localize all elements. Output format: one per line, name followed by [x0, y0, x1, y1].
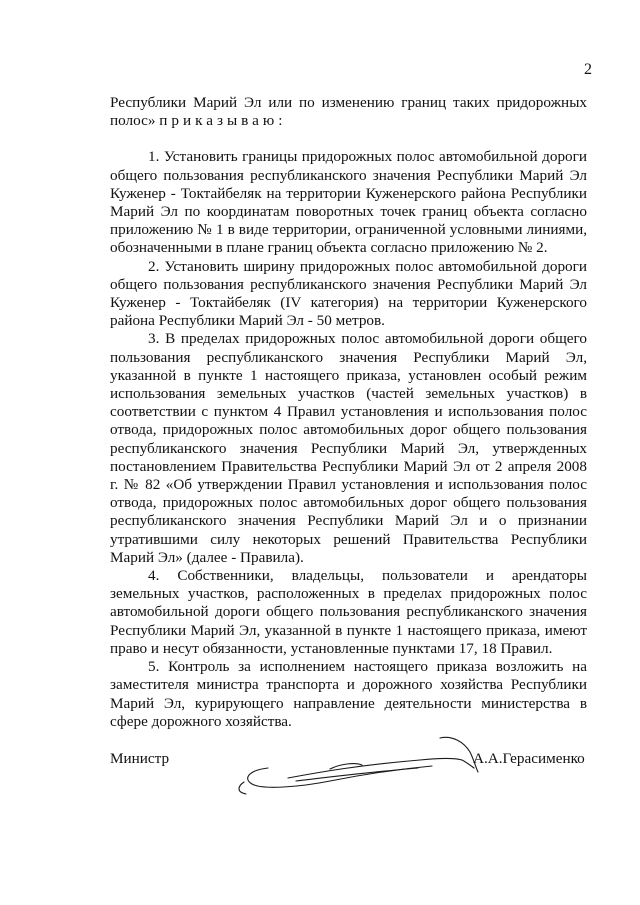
- paragraph-3: 3. В пределах придорожных полос автомобильной дороги общего пользования республиканского значения Республики Марий Эл, указанной в пункте 1 настоящего приказа, установлен особый режим использования земельных участков (частей земельных участков) в соответствии с пунктом 4 Правил установления и использования полос отвода, придорожных полос автомобильных дорог общего пользования республиканского значения Республики Марий Эл, утвержденных постановлением Правительства Республики Марий Эл от 2 апреля 2008 г. № 82 «Об утверждении Правил установления и использования полос отвода, придорожных полос автомобильных дорог общего пользования республиканского значения Республики Марий Эл и о признании утратившими силу некоторых решений Правительства Республики Марий Эл» (далее - Правила).: [110, 330, 587, 566]
- paragraph-5: 5. Контроль за исполнением настоящего приказа возложить на заместителя министра транспорта и дорожного хозяйства Республики Марий Эл, курирующего направление деятельности министерства в сфере дорожного хозяйства.: [110, 658, 587, 730]
- signer-role: Министр: [110, 750, 170, 767]
- paragraph-1: 1. Установить границы придорожных полос автомобильной дороги общего пользования республиканского значения Республики Марий Эл Куженер - Токтайбеляк на территории Куженерского района Республики Марий Эл по координатам поворотных точек границ объекта согласно приложению № 1 в виде территории, ограниченной условными линиями, обозначенными в плане границ объекта согласно приложению № 2.: [110, 148, 587, 257]
- paragraph-2: 2. Установить ширину придорожных полос автомобильной дороги общего пользования республиканского значения Республики Марий Эл Куженер - Токтайбеляк (IV категория) на территории Куженерского района Республики Марий Эл - 50 метров.: [110, 257, 587, 330]
- signer-name: А.А.Герасименко: [473, 750, 585, 767]
- paragraph-4: 4. Собственники, владельцы, пользователи и арендаторы земельных участков, расположенных в пределах придорожных полос автомобильной дороги общего пользования республиканского значения Республики Марий Эл, указанной в пункте 1 настоящего приказа, имеют право и несут обязанности, установленные пунктами 17, 18 Правил.: [110, 567, 587, 657]
- intro-text: Республики Марий Эл или по изменению границ таких придорожных полос»: [110, 94, 587, 130]
- command-word: приказываю:: [159, 112, 287, 130]
- page-number: 2: [584, 61, 592, 78]
